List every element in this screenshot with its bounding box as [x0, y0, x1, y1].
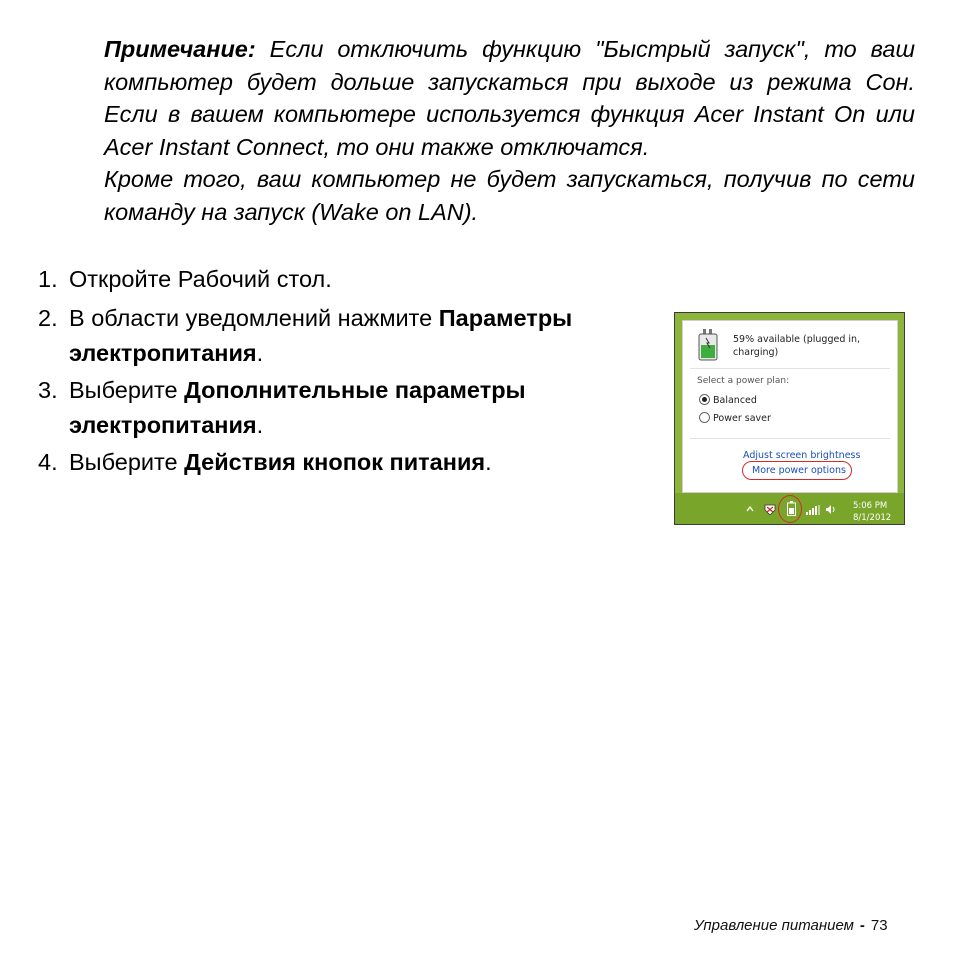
step-number: 2. [38, 305, 58, 331]
footer-title: Управление питанием [694, 917, 854, 934]
step-number: 1. [38, 266, 58, 292]
battery-status-line1: 59% available (plugged in, [733, 334, 861, 345]
more-power-options-link[interactable]: More power options [752, 465, 846, 476]
page-footer [694, 917, 888, 934]
step-number: 3. [38, 377, 58, 403]
step-number: 4. [38, 449, 58, 475]
volume-icon[interactable] [825, 504, 837, 515]
step-4 [38, 445, 648, 480]
note-paragraph-1 [104, 33, 915, 163]
taskbar-clock[interactable] [853, 500, 901, 524]
power-flyout-panel [682, 320, 898, 493]
plan-label: Balanced [713, 395, 757, 406]
footer-separator: - [859, 917, 865, 934]
step-text-end: . [256, 412, 264, 438]
step-text: Выберите [69, 377, 185, 403]
battery-icon [696, 329, 722, 361]
highlight-oval [742, 461, 852, 480]
note-label: Примечание: [104, 36, 256, 62]
step-text: Выберите [69, 449, 185, 475]
step-bold-text: Дополнительные параметры электропитания [69, 377, 526, 438]
plan-label: Power saver [713, 413, 771, 424]
note-block [104, 33, 915, 228]
plan-power-saver-option[interactable] [699, 412, 771, 424]
adjust-brightness-link[interactable]: Adjust screen brightness [743, 450, 861, 461]
battery-status-line2: charging) [733, 346, 779, 358]
step-bold-text: Действия кнопок питания [184, 449, 486, 475]
battery-status [733, 334, 883, 359]
divider [690, 368, 890, 369]
clock-date: 8/1/2012 [853, 513, 892, 523]
page-number: 73 [870, 917, 888, 934]
divider [690, 438, 890, 439]
taskbar [675, 493, 905, 525]
step-text: В области уведомлений нажмите [69, 305, 439, 331]
power-flyout-screenshot [674, 312, 905, 525]
step-text-end: . [485, 449, 492, 475]
note-text-1: Если отключить функцию "Быстрый запуск", то ваш компьютер будет дольше запускаться при выходе из режима Сон. Если в вашем компьютере используется функция Acer Instant On или Acer Instant Connect, то они также отключатся. [104, 36, 915, 160]
radio-unselected-icon[interactable] [699, 412, 710, 423]
step-text-end: . [256, 340, 264, 366]
step-1 [38, 262, 648, 297]
action-center-flag-icon[interactable] [764, 504, 776, 515]
power-plan-label: Select a power plan: [697, 376, 790, 386]
step-text: Откройте Рабочий стол. [69, 266, 332, 292]
step-2 [38, 301, 648, 371]
radio-selected-icon[interactable] [699, 394, 710, 405]
step-bold-text: Параметры электропитания [69, 305, 573, 366]
steps-list [38, 262, 648, 482]
battery-tray-icon[interactable] [787, 501, 796, 516]
step-3 [38, 373, 648, 443]
show-hidden-icons-arrow-icon[interactable] [746, 505, 754, 513]
network-signal-icon[interactable] [806, 505, 820, 515]
note-paragraph-2: Кроме того, ваш компьютер не будет запускаться, получив по сети команду на запуск (Wake on LAN). [104, 166, 915, 225]
clock-time: 5:06 PM [853, 501, 888, 511]
plan-balanced-option[interactable] [699, 394, 757, 406]
